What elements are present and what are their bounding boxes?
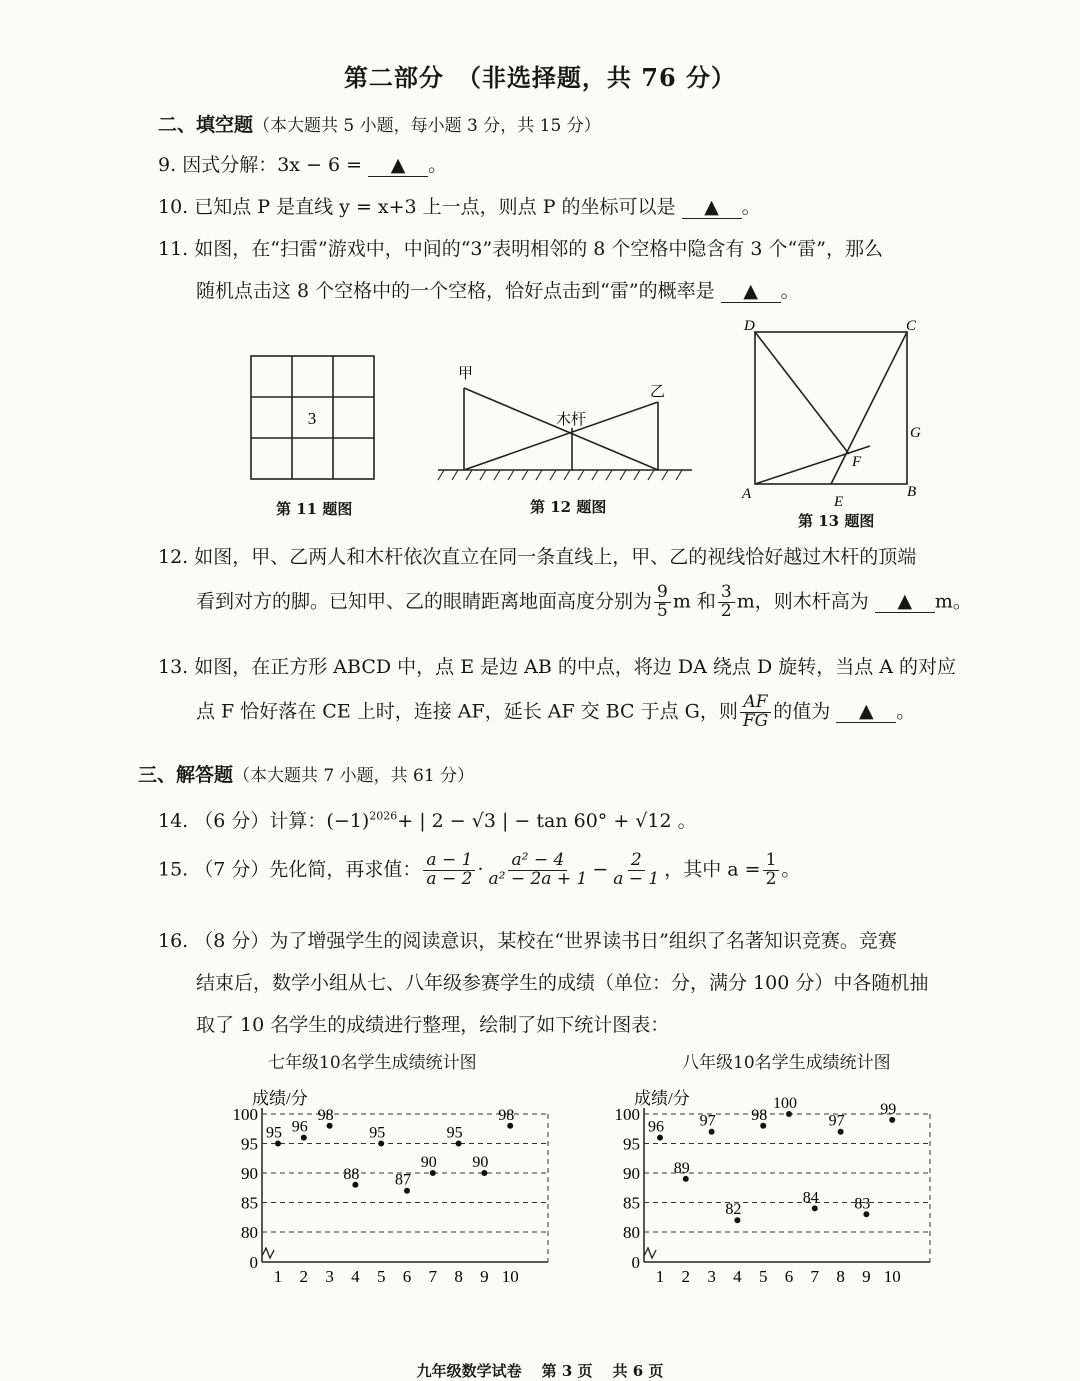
chart1-ytick-95: 95 — [623, 1134, 640, 1154]
chart0-label-1: 95 — [266, 1124, 282, 1142]
chart0-ytick-90: 90 — [241, 1164, 258, 1183]
chart0-xtick-10: 10 — [501, 1267, 519, 1286]
q15-fraction-4 — [763, 852, 780, 889]
footer-exam-name: 九年级数学试卷 — [416, 1362, 522, 1380]
chart0-label-2: 96 — [291, 1118, 308, 1136]
q14-text-a: 计算：(−1) — [269, 810, 370, 832]
q15-score: （7 分） — [194, 858, 270, 881]
fig13-caption: 第 13 题图 — [798, 512, 875, 530]
q12-number: 12. — [158, 546, 189, 568]
q9-end: 。 — [428, 154, 448, 176]
q15-fraction-2 — [485, 852, 590, 889]
q10-answer-blank: ▲ — [682, 196, 742, 219]
chart0-label-5: 95 — [369, 1124, 386, 1142]
q12-text-c: m，则木杆高为 — [736, 590, 869, 613]
chart1-xtick-9: 9 — [862, 1267, 871, 1286]
q11-text-line2: 随机点击这 8 个空格中的一个空格，恰好点击到“雷”的概率是 — [196, 280, 715, 302]
chart1-xtick-6: 6 — [784, 1267, 794, 1286]
question-11-line2 — [196, 276, 800, 303]
chart0-ytick-80: 80 — [241, 1223, 258, 1242]
q10-end: 。 — [741, 196, 761, 218]
fig13-label-f: F — [852, 454, 862, 470]
fig11-center-number: 3 — [307, 409, 317, 428]
fig11-caption: 第 11 题图 — [276, 500, 353, 518]
question-14 — [158, 806, 697, 833]
q15-fraction-1 — [423, 852, 475, 889]
q10-text: 已知点 P 是直线 y = x+3 上一点，则点 P 的坐标可以是 — [194, 196, 676, 218]
q15-f1-den: a − 2 — [426, 868, 473, 889]
q14-text-b: + | 2 − √3 | − tan 60° + √12 。 — [397, 810, 697, 832]
fig12-caption: 第 12 题图 — [530, 498, 607, 516]
q15-f4-den: 2 — [765, 868, 777, 889]
chart0-xtick-5: 5 — [376, 1267, 386, 1286]
q14-score: （6 分） — [194, 810, 270, 832]
section-3-note: （本大题共 7 小题，共 61 分） — [233, 766, 475, 786]
chart1-xtick-10: 10 — [883, 1267, 901, 1286]
chart0-ylabel: 成绩/分 — [252, 1089, 308, 1108]
question-13-line1 — [158, 652, 956, 679]
chart1-label-4: 82 — [725, 1201, 742, 1219]
section-2-note: （本大题共 5 小题，每小题 3 分，共 15 分） — [253, 116, 601, 136]
q10-number: 10. — [158, 196, 189, 218]
q13-text-line1: 如图，在正方形 ABCD 中，点 E 是边 AB 的中点，将边 DA 绕点 D 旋转，当点 A 的对应 — [194, 656, 957, 678]
question-11-line1 — [158, 234, 883, 261]
q15-f3-num: 2 — [628, 852, 645, 871]
q12-text-b: m 和 — [672, 590, 716, 613]
section-3-heading — [138, 760, 474, 787]
question-9 — [158, 150, 447, 177]
chart1-xtick-8: 8 — [836, 1267, 845, 1286]
page-title: 第二部分 （非选择题，共 76 分） — [343, 63, 737, 92]
chart1-label-8: 97 — [828, 1112, 845, 1130]
chart0-xtick-6: 6 — [402, 1267, 412, 1286]
chart0-xtick-4: 4 — [351, 1267, 360, 1286]
chart1-label-3: 97 — [699, 1112, 716, 1130]
chart1-xtick-1: 1 — [655, 1267, 665, 1286]
fig12-label-jia: 甲 — [458, 366, 474, 382]
q14-number: 14. — [158, 810, 189, 832]
q11-end: 。 — [780, 280, 800, 302]
fig13-label-g: G — [910, 425, 921, 441]
q15-number: 15. — [158, 858, 189, 881]
question-16-line3: 取了 10 名学生的成绩进行整理，绘制了如下统计图表： — [196, 1014, 670, 1036]
chart-grade8 — [604, 1080, 944, 1290]
question-16-line1 — [158, 926, 897, 953]
fig13-label-d: D — [744, 318, 755, 334]
chart0-ytick-85: 85 — [241, 1193, 258, 1213]
chart1-ylabel: 成绩/分 — [634, 1089, 690, 1108]
q11-answer-blank: ▲ — [721, 280, 781, 303]
chart1-label-6: 100 — [773, 1095, 797, 1112]
q12-text-a: 看到对方的脚。已知甲、乙的眼睛距离地面高度分别为 — [196, 590, 653, 613]
fig13-label-b: B — [907, 484, 917, 500]
q15-text-b: ，其中 a = — [664, 858, 761, 881]
chart1-xtick-3: 3 — [707, 1267, 716, 1286]
fig12-label-pole: 木杆 — [556, 412, 587, 428]
chart1-label-7: 84 — [802, 1189, 819, 1207]
q12-frac1-den: 5 — [657, 600, 668, 621]
chart0-label-6: 87 — [395, 1171, 411, 1189]
chart1-ytick-80: 80 — [623, 1223, 640, 1242]
q12-answer-blank: ▲ — [875, 590, 935, 613]
chart0-label-9: 90 — [472, 1154, 489, 1171]
chart0-label-10: 98 — [498, 1106, 515, 1124]
fig13-diagram — [738, 314, 928, 514]
chart0-xtick-1: 1 — [273, 1267, 283, 1286]
chart0-ytick-0: 0 — [249, 1253, 258, 1272]
chart1-label-2: 89 — [673, 1159, 690, 1177]
chart1-axis-break — [644, 1248, 656, 1258]
fig11-grid — [245, 350, 380, 485]
chart1-ytick-100: 100 — [614, 1105, 640, 1124]
q13-end: 。 — [896, 700, 916, 723]
q14-exponent: 2026 — [369, 809, 398, 823]
chart0-xtick-7: 7 — [428, 1267, 438, 1286]
chart-7-title: 七年级10名学生成绩统计图 — [268, 1053, 477, 1073]
fig13-label-c: C — [906, 318, 917, 334]
q12-fraction-jia — [654, 584, 671, 621]
q15-minus: − — [592, 858, 609, 881]
q13-frac-den: FG — [742, 710, 769, 731]
page-footer — [0, 1360, 1080, 1381]
q15-f2-num: a² − 4 — [508, 852, 567, 871]
chart0-label-7: 90 — [420, 1154, 437, 1171]
q9-text: 因式分解：3x − 6 = — [182, 154, 363, 176]
chart1-label-10: 99 — [880, 1100, 897, 1118]
question-13-line2 — [196, 694, 915, 731]
q9-answer-blank: ▲ — [368, 154, 428, 177]
q16-score: （8 分） — [194, 930, 270, 952]
q9-number: 9. — [158, 154, 177, 176]
q12-end: m。 — [934, 590, 972, 613]
q15-text-a: 先化简，再求值： — [269, 858, 422, 881]
chart1-xtick-4: 4 — [733, 1267, 742, 1286]
fig12-diagram — [430, 360, 700, 490]
chart0-xtick-9: 9 — [480, 1267, 489, 1286]
q15-fraction-3 — [610, 852, 662, 889]
chart0-ytick-95: 95 — [241, 1134, 258, 1154]
fig13-label-e: E — [834, 494, 844, 510]
chart1-label-9: 83 — [854, 1195, 871, 1213]
q11-text-line1: 如图，在“扫雷”游戏中，中间的“3”表明相邻的 8 个空格中隐含有 3 个“雷”，那么 — [194, 238, 883, 260]
q12-frac2-num: 3 — [718, 584, 735, 603]
question-16-line2: 结束后，数学小组从七、八年级参赛学生的成绩（单位：分，满分 100 分）中各随机抽 — [196, 972, 929, 994]
question-12-line1 — [158, 542, 916, 569]
footer-page-number: 第 3 页 — [541, 1362, 593, 1380]
q16-text-line1: 为了增强学生的阅读意识，某校在“世界读书日”组织了名著知识竞赛。竞赛 — [269, 930, 897, 952]
q15-end: 。 — [781, 858, 801, 881]
chart0-label-3: 98 — [317, 1106, 334, 1124]
question-10 — [158, 192, 761, 219]
q11-number: 11. — [158, 238, 189, 260]
q12-fraction-yi — [718, 584, 735, 621]
chart1-ytick-85: 85 — [623, 1193, 640, 1213]
chart0-label-8: 95 — [446, 1124, 463, 1142]
chart1-label-5: 98 — [751, 1106, 768, 1124]
chart1-ytick-0: 0 — [631, 1253, 640, 1272]
q12-text-line1: 如图，甲、乙两人和木杆依次直立在同一条直线上，甲、乙的视线恰好越过木杆的顶端 — [194, 546, 917, 568]
chart0-ytick-100: 100 — [232, 1105, 258, 1124]
chart1-xtick-5: 5 — [758, 1267, 768, 1286]
q16-number: 16. — [158, 930, 189, 952]
chart1-xtick-2: 2 — [681, 1267, 691, 1286]
chart0-xtick-2: 2 — [299, 1267, 309, 1286]
q15-f2-den: a² − 2a + 1 — [488, 868, 588, 889]
q12-frac1-num: 9 — [654, 584, 671, 603]
footer-total-pages: 共 6 页 — [612, 1362, 664, 1380]
chart0-xtick-3: 3 — [325, 1267, 334, 1286]
q15-dot: · — [477, 858, 484, 881]
section-3-title: 三、解答题 — [138, 764, 234, 786]
chart1-ytick-90: 90 — [623, 1164, 640, 1183]
section-2-title: 二、填空题 — [158, 114, 254, 136]
q13-answer-blank: ▲ — [836, 700, 896, 723]
chart0-xtick-8: 8 — [454, 1267, 463, 1286]
q13-fraction — [740, 694, 771, 731]
fig13-label-a: A — [742, 486, 752, 502]
chart1-label-1: 96 — [648, 1118, 664, 1136]
chart-8-title: 八年级10名学生成绩统计图 — [682, 1053, 891, 1073]
question-12-line2 — [196, 584, 972, 621]
q13-text-b: 的值为 — [773, 700, 831, 723]
q12-frac2-den: 2 — [720, 600, 732, 621]
q15-f4-num: 1 — [763, 852, 780, 871]
q13-number: 13. — [158, 656, 189, 678]
q13-text-a: 点 F 恰好落在 CE 上时，连接 AF，延长 AF 交 BC 于点 G，则 — [196, 700, 738, 723]
q15-f1-num: a − 1 — [423, 852, 475, 871]
chart1-xtick-7: 7 — [810, 1267, 820, 1286]
chart-grade7 — [222, 1080, 562, 1290]
fig12-label-yi: 乙 — [650, 384, 666, 400]
section-2-heading — [158, 110, 601, 137]
chart0-axis-break — [262, 1248, 274, 1258]
question-15 — [158, 852, 800, 889]
q15-f3-den: a − 1 — [613, 868, 660, 889]
chart0-label-4: 88 — [343, 1165, 360, 1183]
q13-frac-num: AF — [740, 694, 770, 713]
